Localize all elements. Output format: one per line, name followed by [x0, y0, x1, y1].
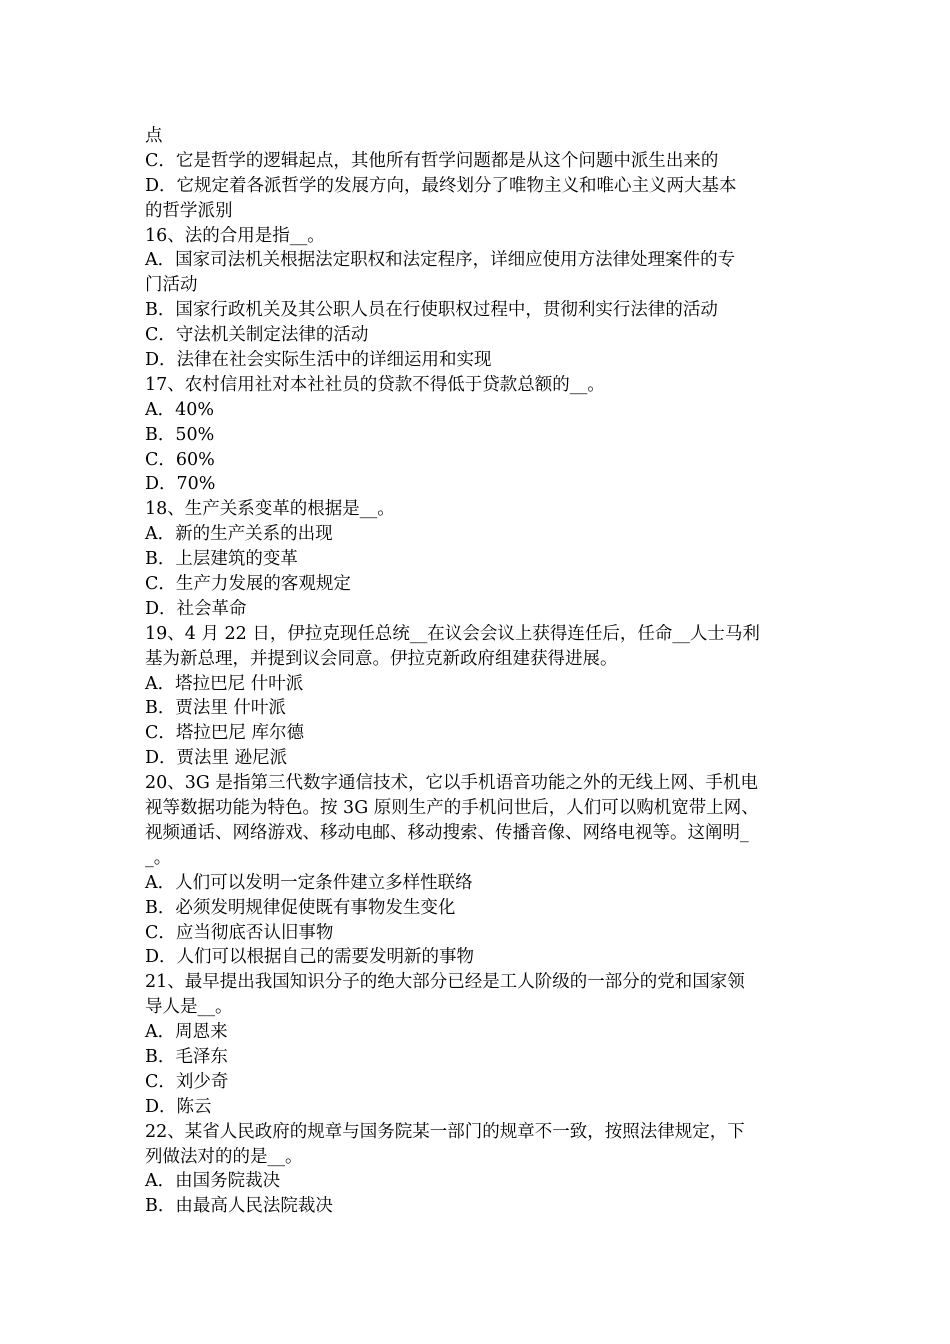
- text-line: 17、农村信用社对本社社员的贷款不得低于贷款总额的__。: [145, 374, 605, 395]
- text-line: 22、某省人民政府的规章与国务院某一部门的规章不一致，按照法律规定，下: [145, 1121, 745, 1142]
- text-line: B．50%: [145, 424, 215, 445]
- text-line: 门活动: [145, 275, 198, 296]
- text-line: D．70%: [145, 474, 216, 495]
- text-line: B．上层建筑的变革: [145, 549, 298, 570]
- text-line: D．法律在社会实际生活中的详细运用和实现: [145, 350, 492, 371]
- text-line: 导人是__。: [145, 997, 233, 1018]
- text-line: C．60%: [145, 449, 215, 470]
- text-line: C．生产力发展的客观规定: [145, 574, 351, 595]
- text-line: A．40%: [145, 399, 215, 420]
- document-body: [145, 124, 810, 1219]
- text-line: D．社会革命: [145, 598, 247, 619]
- text-line: B．国家行政机关及其公职人员在行使职权过程中，贯彻利实行法律的活动: [145, 300, 718, 321]
- text-line: 的哲学派别: [145, 200, 233, 221]
- text-line: D．人们可以根据自己的需要发明新的事物: [145, 947, 475, 968]
- text-line: C．刘少奇: [145, 1071, 229, 1092]
- text-line: 列做法对的的是__。: [145, 1146, 303, 1167]
- text-line: A．由国务院裁决: [145, 1171, 281, 1192]
- text-line: A．人们可以发明一定条件建立多样性联络: [145, 872, 473, 893]
- text-line: B．毛泽东: [145, 1046, 228, 1067]
- text-line: B．必须发明规律促使既有事物发生变化: [145, 897, 456, 918]
- text-line: 20、3G 是指第三代数字通信技术，它以手机语音功能之外的无线上网、手机电: [145, 773, 758, 794]
- text-line: A．新的生产关系的出现: [145, 524, 333, 545]
- text-line: A．国家司法机关根据法定职权和法定程序，详细应使用方法律处理案件的专: [145, 250, 736, 271]
- text-line: C．应当彻底否认旧事物: [145, 922, 334, 943]
- text-line: C．守法机关制定法律的活动: [145, 325, 369, 346]
- text-line: 18、生产关系变革的根据是__。: [145, 499, 395, 520]
- text-line: D．贾法里 逊尼派: [145, 748, 288, 769]
- text-line: 21、最早提出我国知识分子的绝大部分已经是工人阶级的一部分的党和国家领: [145, 972, 745, 993]
- text-line: 点: [145, 126, 163, 146]
- text-line: 16、法的合用是指__。: [145, 225, 325, 246]
- text-line: B．由最高人民法院裁决: [145, 1196, 333, 1217]
- text-line: C．塔拉巴尼 库尔德: [145, 723, 304, 744]
- text-line: _。: [145, 847, 172, 868]
- text-line: A．塔拉巴尼 什叶派: [145, 673, 304, 694]
- text-line: 基为新总理，并提到议会同意。伊拉克新政府组建获得进展。: [145, 648, 618, 669]
- text-line: D．它规定着各派哲学的发展方向，最终划分了唯物主义和唯心主义两大基本: [145, 175, 737, 196]
- text-line: C．它是哲学的逻辑起点，其他所有哲学问题都是从这个问题中派生出来的: [145, 150, 719, 171]
- text-line: A．周恩来: [145, 1022, 228, 1043]
- text-line: 视频通话、网络游戏、移动电邮、移动搜索、传播音像、网络电视等。这阐明_: [145, 822, 749, 843]
- text-line: 19、4 月 22 日，伊拉克现任总统__在议会会议上获得连任后，任命__人士马利: [145, 623, 760, 644]
- text-line: 视等数据功能为特色。按 3G 原则生产的手机问世后，人们可以购机宽带上网、: [145, 798, 759, 819]
- text-line: B．贾法里 什叶派: [145, 698, 286, 719]
- text-line: D．陈云: [145, 1096, 212, 1117]
